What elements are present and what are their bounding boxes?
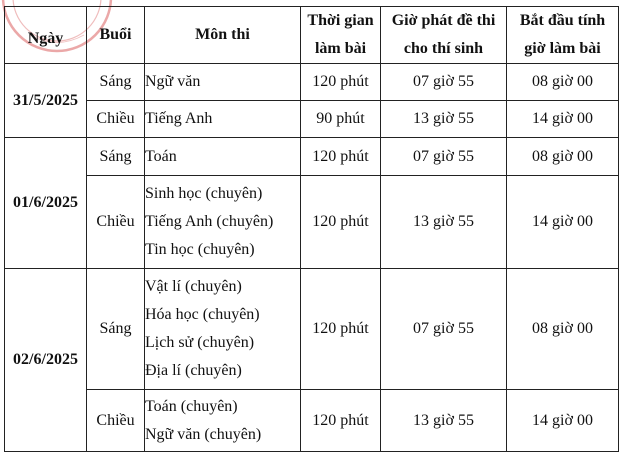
header-distribute-line2: cho thí sinh — [403, 40, 484, 57]
duration-cell: 120 phút — [301, 390, 381, 452]
subject-name: Ngữ văn — [145, 73, 201, 90]
duration-cell: 120 phút — [301, 176, 381, 269]
subject-cell — [145, 176, 301, 269]
subject-name: Địa lí (chuyên) — [145, 362, 242, 379]
header-distribute-line1: Giờ phát đề thi — [391, 12, 496, 29]
duration-cell: 120 phút — [301, 269, 381, 390]
header-session: Buổi — [87, 7, 145, 64]
header-start-line1: Bắt đầu tính — [519, 12, 606, 29]
subject-cell — [145, 269, 301, 390]
table-row — [5, 176, 619, 269]
exam-schedule-table — [4, 6, 619, 452]
session-cell: Chiều — [87, 101, 145, 138]
distribute-cell: 13 giờ 55 — [381, 390, 507, 452]
subject-name: Hóa học (chuyên) — [145, 306, 260, 323]
header-start-line2: giờ làm bài — [524, 40, 601, 57]
table-row — [5, 269, 619, 390]
subject-name: Lịch sử (chuyên) — [145, 334, 255, 351]
header-start — [507, 7, 619, 64]
subject-name: Sinh học (chuyên) — [145, 185, 263, 202]
session-cell: Chiều — [87, 390, 145, 452]
start-cell: 14 giờ 00 — [507, 101, 619, 138]
start-cell: 08 giờ 00 — [507, 138, 619, 176]
table-row — [5, 390, 619, 452]
distribute-cell: 13 giờ 55 — [381, 176, 507, 269]
subject-cell — [145, 64, 301, 101]
subject-name: Toán (chuyên) — [145, 397, 238, 415]
start-cell: 14 giờ 00 — [507, 390, 619, 452]
session-cell: Sáng — [87, 269, 145, 390]
table-row — [5, 64, 619, 101]
header-subject: Môn thi — [145, 7, 301, 64]
start-cell: 08 giờ 00 — [507, 269, 619, 390]
start-cell: 14 giờ 00 — [507, 176, 619, 269]
session-cell: Sáng — [87, 138, 145, 176]
duration-cell: 120 phút — [301, 138, 381, 176]
subject-name: Tiếng Anh (chuyên) — [145, 213, 274, 230]
distribute-cell: 07 giờ 55 — [381, 138, 507, 176]
subject-cell — [145, 101, 301, 138]
session-cell: Chiều — [87, 176, 145, 269]
distribute-cell: 13 giờ 55 — [381, 101, 507, 138]
subject-cell — [145, 390, 301, 452]
header-distribute — [381, 7, 507, 64]
distribute-cell: 07 giờ 55 — [381, 269, 507, 390]
subject-name: Tin học (chuyên) — [145, 241, 255, 258]
start-cell: 08 giờ 00 — [507, 64, 619, 101]
header-duration-line2: làm bài — [314, 40, 367, 57]
table-row — [5, 138, 619, 176]
duration-cell: 120 phút — [301, 64, 381, 101]
subject-name: Ngữ văn (chuyên) — [145, 425, 262, 443]
header-date: Ngày — [5, 7, 87, 64]
header-duration — [301, 7, 381, 64]
session-cell: Sáng — [87, 64, 145, 101]
subject-name: Toán — [145, 147, 177, 165]
date-cell: 31/5/2025 — [5, 64, 87, 138]
header-row — [5, 7, 619, 64]
header-duration-line1: Thời gian — [307, 12, 374, 29]
distribute-cell: 07 giờ 55 — [381, 64, 507, 101]
date-cell: 02/6/2025 — [5, 269, 87, 452]
duration-cell: 90 phút — [301, 101, 381, 138]
date-cell: 01/6/2025 — [5, 138, 87, 269]
subject-name: Vật lí (chuyên) — [145, 278, 242, 295]
subject-cell — [145, 138, 301, 176]
table-row — [5, 101, 619, 138]
subject-name: Tiếng Anh — [145, 110, 213, 127]
